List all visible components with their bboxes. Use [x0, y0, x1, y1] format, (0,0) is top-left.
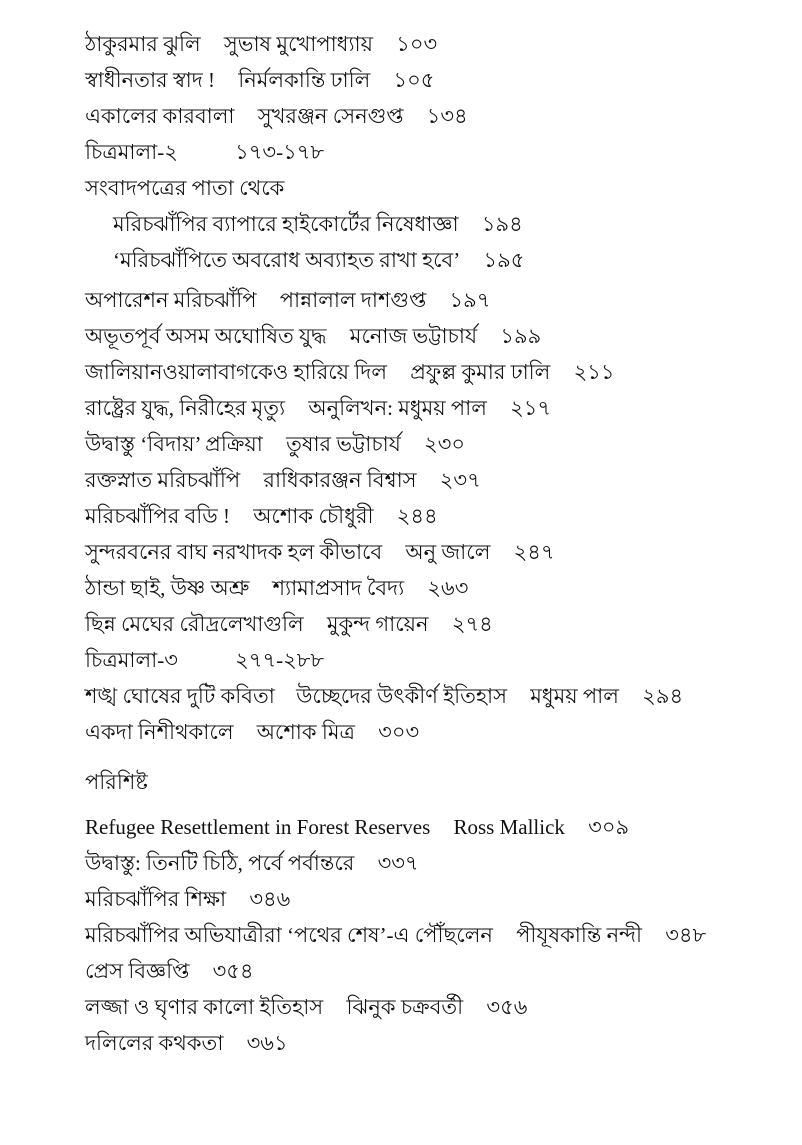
entry-title: একালের কারবালা [85, 104, 235, 128]
entry-page-number: ২১৭ [510, 396, 552, 420]
entry-author: রাধিকারঞ্জন বিশ্বাস [263, 468, 417, 492]
toc-entry [85, 462, 762, 498]
toc-entry [85, 98, 762, 134]
entry-page-number: ১৯৫ [483, 248, 525, 272]
toc-entry [85, 714, 762, 750]
entry-page-number: ৩৫৪ [212, 959, 254, 983]
entry-author: তুষার ভট্টাচার্য [286, 432, 401, 456]
entry-page-number: ২৬৩ [427, 576, 469, 600]
entry-title: মরিচঝাঁপির অভিযাত্রীরা ‘পথের শেষ’-এ পৌঁছলেন [85, 923, 493, 947]
entry-author: মধুময় পাল [530, 684, 619, 708]
entry-title: ‘মরিচঝাঁপিতে অবরোধ অব্যাহত রাখা হবে’ [113, 248, 461, 272]
entry-page-number: ১০৩ [396, 32, 438, 56]
entry-subtitle: উচ্ছেদের উৎকীর্ণ ইতিহাস [296, 684, 507, 708]
entry-title: একদা নিশীথকালে [85, 720, 234, 744]
appendix-heading: পরিশিষ্ট [85, 770, 148, 794]
entry-author: সুখরঞ্জন সেনগুপ্ত [257, 104, 404, 128]
toc-entry [85, 917, 762, 953]
toc-entry [85, 26, 762, 62]
entry-title: প্রেস বিজ্ঞপ্তি [85, 959, 190, 983]
entry-page-number: ২৪৪ [396, 504, 438, 528]
toc-entry [85, 642, 762, 678]
entry-page-number: ৩৪৮ [665, 923, 707, 947]
toc-entry [85, 809, 762, 845]
entry-page-number: ২৩৭ [439, 468, 481, 492]
entry-page-number: ৩০৯ [588, 815, 630, 839]
entry-page-number: ২৩০ [424, 432, 466, 456]
toc-entry [85, 498, 762, 534]
entry-author: সুভাষ মুখোপাধ্যায় [223, 32, 374, 56]
toc-entry [85, 282, 762, 318]
entry-title: লজ্জা ও ঘৃণার কালো ইতিহাস [85, 995, 324, 1019]
entry-page-number: ৩৪৬ [249, 887, 291, 911]
toc-entry [85, 390, 762, 426]
entry-page-number: ৩৩৭ [377, 851, 419, 875]
entry-author: অনুলিখন: মধুময় পাল [308, 396, 487, 420]
entry-page-number: ২১১ [573, 360, 615, 384]
entry-title: অভূতপূর্ব অসম অঘোষিত যুদ্ধ [85, 324, 327, 348]
entry-author: মনোজ ভট্টাচার্য [349, 324, 478, 348]
toc-entry [85, 881, 762, 917]
entry-author: অশোক মিত্র [256, 720, 355, 744]
entry-page-number: ৩৬১ [246, 1031, 288, 1055]
entry-page-number: ১০৫ [393, 68, 435, 92]
entry-title: সংবাদপত্রের পাতা থেকে [85, 176, 285, 200]
entry-title: রাষ্ট্রের যুদ্ধ, নিরীহের মৃত্যু [85, 396, 286, 420]
entry-author: নির্মলকান্তি ঢালি [238, 68, 371, 92]
toc-entry [85, 953, 762, 989]
entry-title: ছিন্ন মেঘের রৌদ্রলেখাগুলি [85, 612, 304, 636]
toc-entry [85, 318, 762, 354]
entry-title: উদ্বাস্তু: তিনটি চিঠি, পর্বে পর্বান্তরে [85, 851, 355, 875]
toc-entry [85, 678, 762, 714]
entry-title: মরিচঝাঁপির ব্যাপারে হাইকোর্টের নিষেধাজ্ঞা [113, 212, 459, 236]
toc-entry [85, 62, 762, 98]
toc-entry [85, 570, 762, 606]
entry-title: অপারেশন মরিচঝাঁপি [85, 288, 257, 312]
entry-page-number: ১৭৩-১৭৮ [235, 140, 324, 164]
entry-page-number: ৩০৩ [378, 720, 420, 744]
toc-entry [85, 989, 762, 1025]
entry-author: পীযূষকান্তি নন্দী [516, 923, 643, 947]
entry-title: ঠাকুরমার ঝুলি [85, 32, 201, 56]
entry-page-number: ২৯৪ [642, 684, 684, 708]
entry-title: মরিচঝাঁপির বডি ! [85, 504, 230, 528]
entry-page-number: ২৪৭ [513, 540, 555, 564]
entry-page-number: ৩৫৬ [486, 995, 528, 1019]
toc-entry [85, 426, 762, 462]
entry-title: চিত্রমালা-৩ [85, 648, 178, 672]
entry-page-number: ১৯৪ [481, 212, 523, 236]
toc-entry [85, 206, 762, 242]
entry-page-number: ১৯৯ [500, 324, 542, 348]
entry-title: মরিচঝাঁপির শিক্ষা [85, 887, 227, 911]
entry-title: স্বাধীনতার স্বাদ ! [85, 68, 215, 92]
entry-title: দলিলের কথকতা [85, 1031, 224, 1055]
entry-author: প্রফুল্ল কুমার ঢালি [410, 360, 551, 384]
entry-title: জালিয়ানওয়ালাবাগকেও হারিয়ে দিল [85, 360, 387, 384]
entry-page-number: ২৭৪ [451, 612, 493, 636]
entry-title: শঙ্খ ঘোষের দুটি কবিতা [85, 684, 275, 708]
entry-title: রক্তস্নাত মরিচঝাঁপি [85, 468, 241, 492]
entry-author: শ্যামাপ্রসাদ বৈদ্য [272, 576, 405, 600]
entry-title: চিত্রমালা-২ [85, 140, 178, 164]
toc-entry [85, 170, 762, 206]
entry-page-number: ১৩৪ [426, 104, 468, 128]
entry-title: উদ্বাস্তু ‘বিদায়’ প্রক্রিয়া [85, 432, 263, 456]
entry-page-number: ১৯৭ [449, 288, 491, 312]
toc-entry [85, 134, 762, 170]
entry-author: অনু জালে [405, 540, 491, 564]
toc-entry [85, 242, 762, 278]
toc-entry [85, 606, 762, 642]
entry-page-number: ২৭৭-২৮৮ [235, 648, 325, 672]
entry-title: ঠান্ডা ছাই, উষ্ণ অশ্রু [85, 576, 250, 600]
entry-author: মুকুন্দ গায়েন [326, 612, 429, 636]
entry-title: Refugee Resettlement in Forest Reserves [85, 815, 431, 839]
entry-author: ঝিনুক চক্রবর্তী [346, 995, 464, 1019]
toc-entry [85, 845, 762, 881]
toc-entry [85, 534, 762, 570]
toc-entry [85, 354, 762, 390]
entry-author: Ross Mallick [453, 815, 565, 839]
entry-title: সুন্দরবনের বাঘ নরখাদক হল কীভাবে [85, 540, 383, 564]
entry-author: পান্নালাল দাশগুপ্ত [279, 288, 427, 312]
toc-entry [85, 1025, 762, 1061]
entry-author: অশোক চৌধুরী [253, 504, 374, 528]
